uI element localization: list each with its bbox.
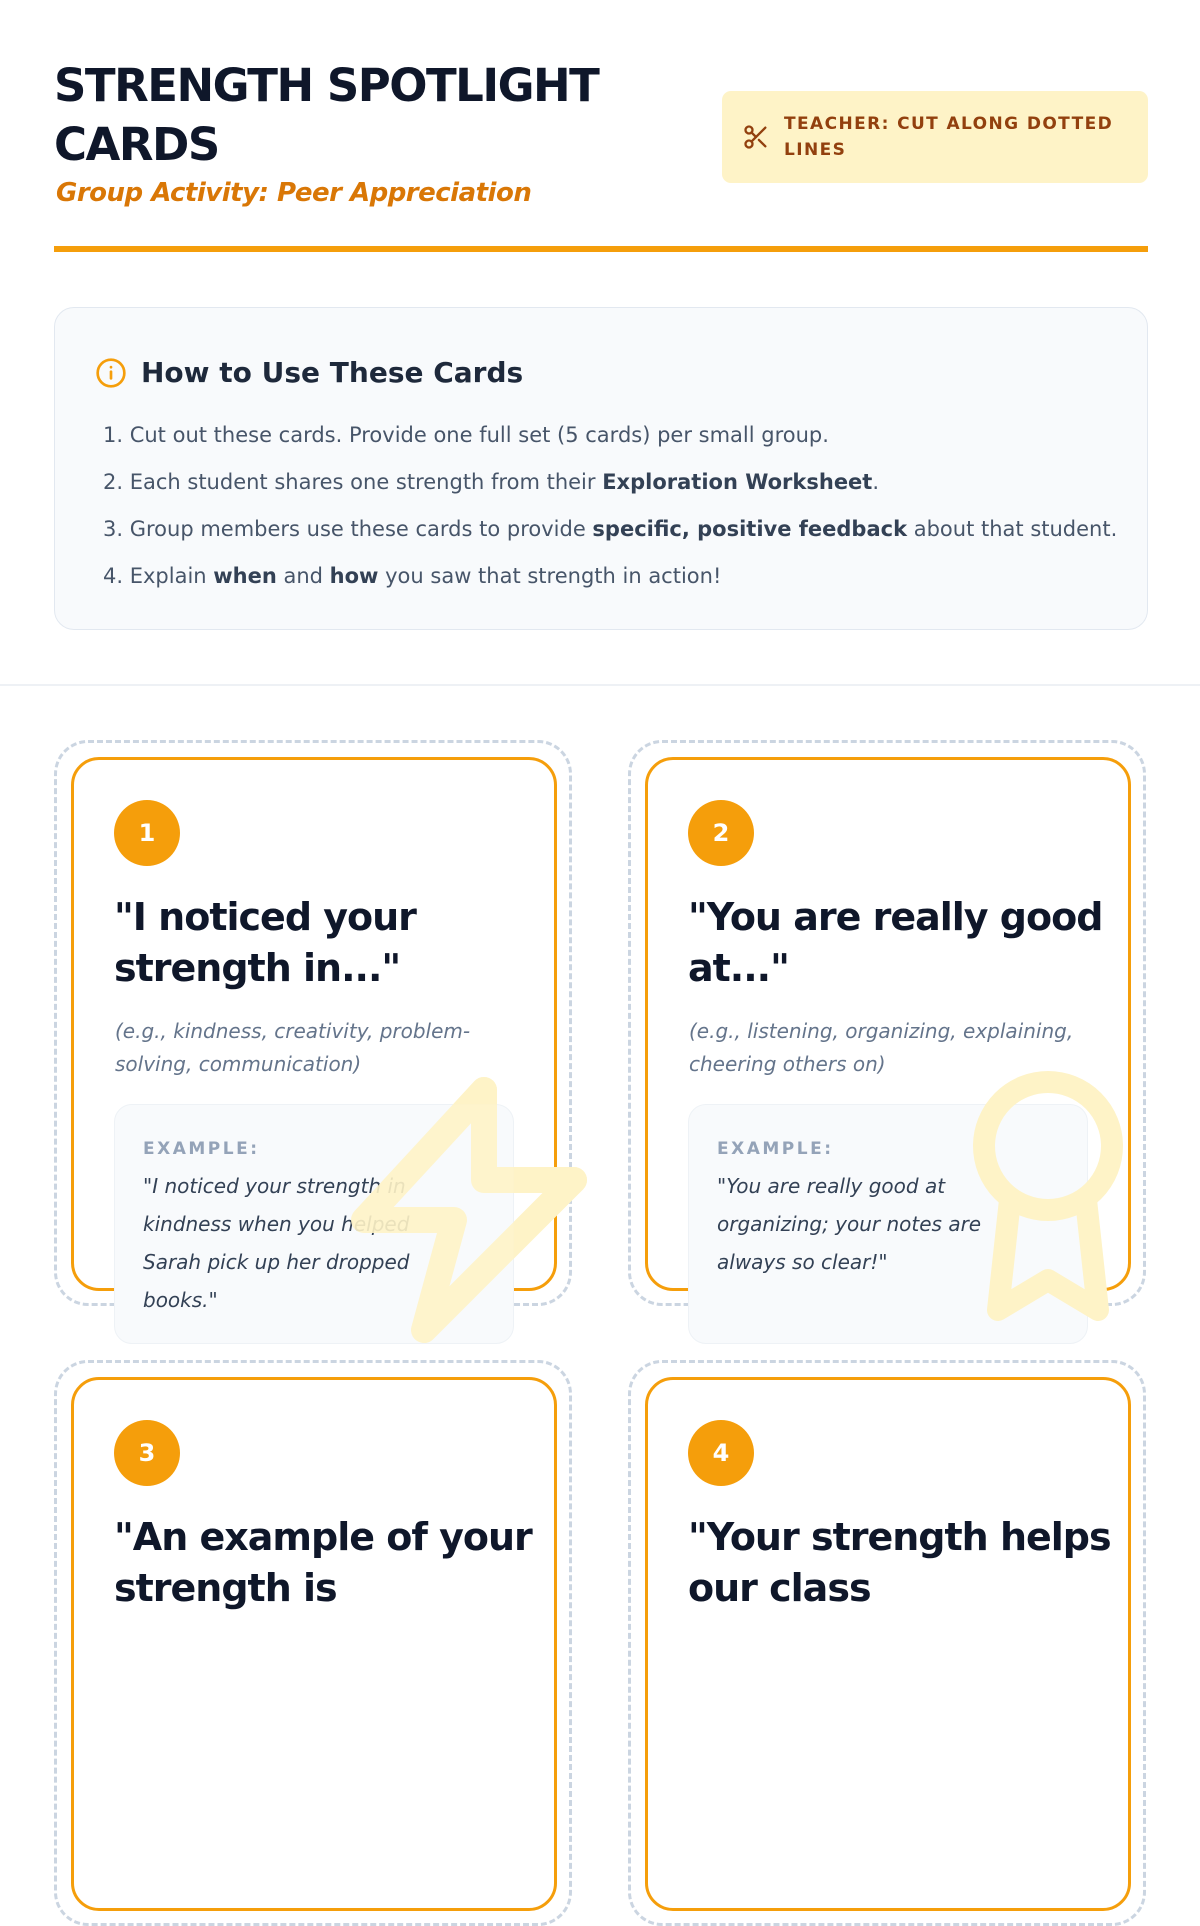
card-prompt: "Your strength helps our class [688, 1515, 1111, 1610]
teacher-notice [722, 91, 1148, 183]
scissors-icon [742, 123, 770, 151]
cut-line-card-3 [54, 1360, 572, 1926]
page-header [54, 56, 1148, 254]
card-number-badge: 4 [688, 1420, 754, 1486]
card-hint: (e.g., kindness, creativity, problem-solving, communication) [115, 1019, 471, 1076]
card-number-badge: 2 [688, 800, 754, 866]
instruction-step: 3. Group members use these cards to provide specific, positive feedback about that student. [103, 517, 1118, 541]
strength-card-3 [71, 1377, 557, 1911]
page-subtitle: Group Activity: Peer Appreciation [56, 178, 532, 208]
instructions-list [103, 412, 1117, 600]
instructions-title: How to Use These Cards [141, 356, 524, 389]
section-divider [0, 684, 1200, 686]
card-prompt: "I noticed your strength in..." [114, 895, 416, 990]
page-title: STRENGTH SPOTLIGHT CARDS [54, 59, 599, 171]
instruction-step: 4. Explain when and how you saw that strength in action! [103, 564, 722, 588]
instructions-heading [95, 356, 523, 389]
card-number-badge: 3 [114, 1420, 180, 1486]
strength-card-4 [645, 1377, 1131, 1911]
example-label: EXAMPLE: [717, 1139, 834, 1159]
card-example-box [114, 1104, 514, 1344]
strength-card-1 [71, 757, 557, 1312]
example-text: "I noticed your strength in kindness when you helped Sarah pick up her dropped books." [143, 1174, 410, 1312]
cut-line-card-4 [628, 1360, 1146, 1926]
instruction-step: 1. Cut out these cards. Provide one full set (5 cards) per small group. [103, 423, 829, 447]
teacher-notice-text: TEACHER: CUT ALONG DOTTED LINES [784, 114, 1114, 160]
card-number-badge: 1 [114, 800, 180, 866]
example-text: "You are really good at organizing; your notes are always so clear!" [717, 1174, 982, 1274]
cut-line-card-1 [54, 740, 572, 1312]
info-icon [95, 357, 127, 389]
card-hint: (e.g., listening, organizing, explaining, cheering others on) [689, 1019, 1074, 1076]
example-label: EXAMPLE: [143, 1139, 260, 1159]
instruction-step: 2. Each student shares one strength from their Exploration Worksheet. [103, 470, 880, 494]
card-prompt: "An example of your strength is [114, 1515, 532, 1610]
strength-card-2 [645, 757, 1131, 1291]
instructions-panel [54, 307, 1148, 630]
card-example-box [688, 1104, 1088, 1344]
card-prompt: "You are really good at..." [688, 895, 1103, 990]
header-divider [54, 246, 1148, 252]
cut-line-card-2 [628, 740, 1146, 1306]
